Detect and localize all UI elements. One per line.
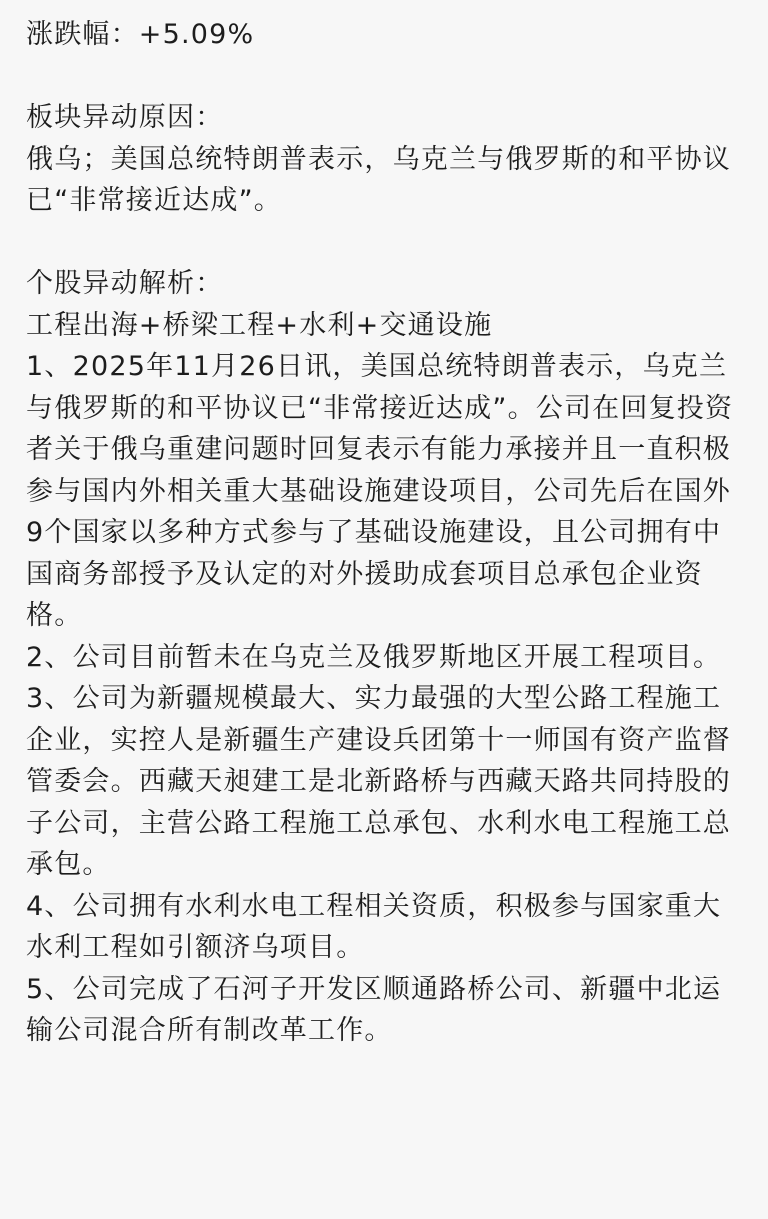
analysis-point-1: 1、2025年11月26日讯，美国总统特朗普表示，乌克兰与俄罗斯的和平协议已“非常接近达成”。公司在回复投资者关于俄乌重建问题时回复表示有能力承接并且一直积极参与国内外相关重大基础设施建设项目，公司先后在国外9个国家以多种方式参与了基础设施建设，且公司拥有中国商务部授予及认定的对外援助成套项目总承包企业资格。 [26,351,734,631]
sector-reason-heading: 板块异动原因： [26,102,224,133]
spacer [26,222,746,264]
stock-themes: 工程出海+桥梁工程+水利+交通设施 [26,309,493,341]
analysis-point-5: 5、公司完成了石河子开发区顺通路桥公司、新疆中北运输公司混合所有制改革工作。 [26,973,722,1046]
analysis-point-4: 4、公司拥有水利水电工程相关资质，积极参与国家重大水利工程如引额济乌项目。 [26,890,722,963]
stock-analysis-heading: 个股异动解析： [26,268,224,299]
article-body [26,14,746,1052]
analysis-point-2: 2、公司目前暂未在乌克兰及俄罗斯地区开展工程项目。 [26,641,722,673]
price-change: 涨跌幅：+5.09% [26,19,255,50]
spacer [26,56,746,98]
analysis-point-3: 3、公司为新疆规模最大、实力最强的大型公路工程施工企业，实控人是新疆生产建设兵团第十一师国有资产监督管委会。西藏天昶建工是北新路桥与西藏天路共同持股的子公司，主营公路工程施工总承包、水利水电工程施工总承包。 [26,683,731,880]
sector-reason-text: 俄乌；美国总统特朗普表示，乌克兰与俄罗斯的和平协议已“非常接近达成”。 [26,143,731,216]
